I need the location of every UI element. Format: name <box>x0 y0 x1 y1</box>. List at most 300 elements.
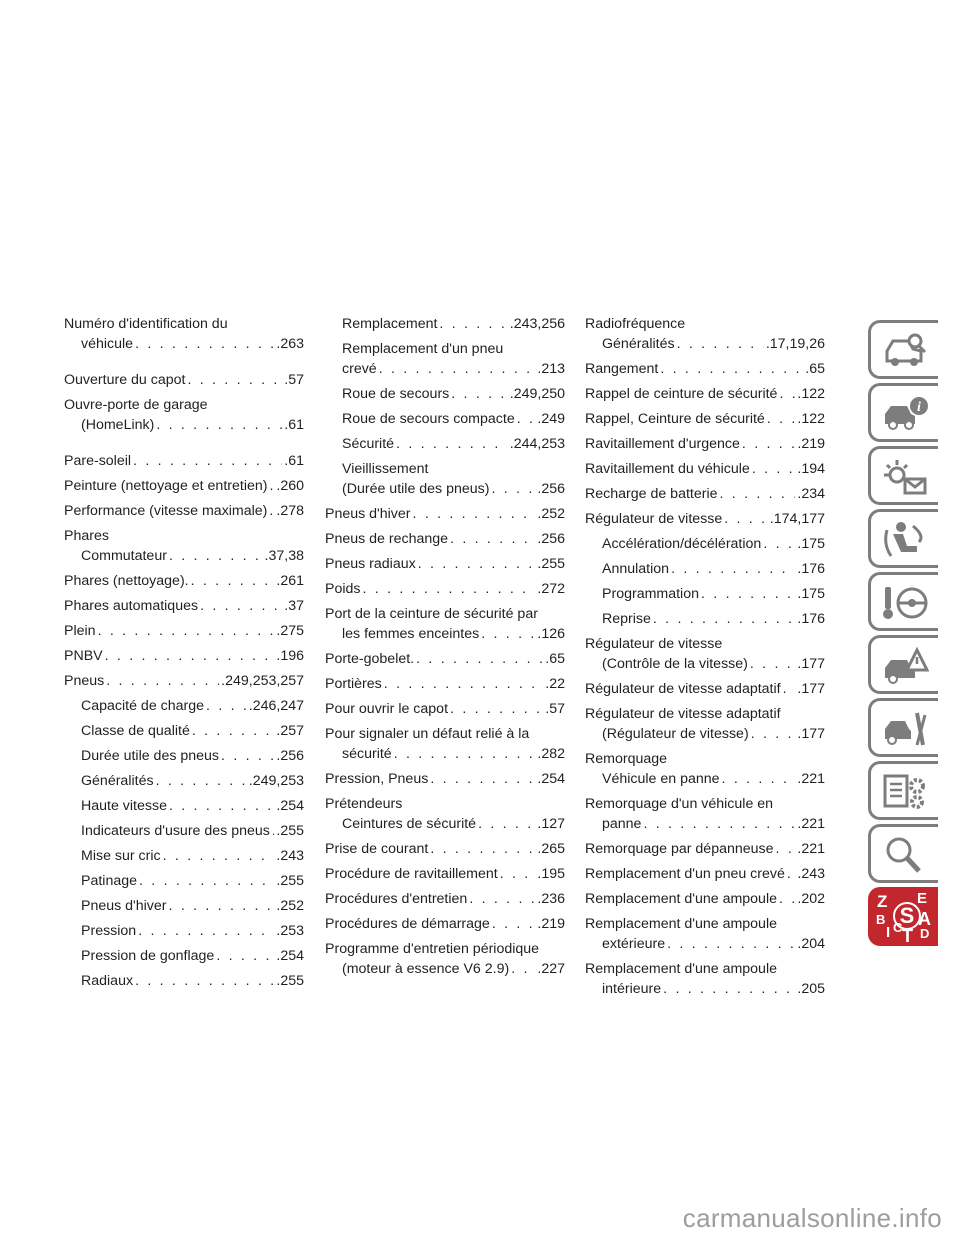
chapter-tabs <box>868 320 938 950</box>
page-number: .174,177 <box>769 511 825 527</box>
tab-knowing-vehicle[interactable] <box>868 320 938 379</box>
entry-label: PNBV <box>64 648 103 664</box>
page-number: .243,256 <box>509 316 565 332</box>
entry-label: Performance (vitesse maximale) <box>64 503 268 519</box>
entry-row <box>325 769 565 789</box>
page-number: .263 <box>276 336 304 352</box>
page-number: .261 <box>276 573 304 589</box>
index-entry <box>585 864 825 884</box>
index-entry <box>325 939 565 979</box>
index-entry <box>585 559 825 579</box>
page-number: .122 <box>797 411 825 427</box>
dot-leader <box>169 546 263 566</box>
index-entry <box>64 501 304 521</box>
entry-row <box>585 509 825 529</box>
index-entry <box>325 529 565 549</box>
entry-label: Remplacement d'une ampoule <box>585 891 777 907</box>
dot-leader <box>752 459 796 479</box>
entry-row <box>585 814 825 834</box>
page-number: .221 <box>797 816 825 832</box>
entry-label: Peinture (nettoyage et entretien) <box>64 478 268 494</box>
index-entry <box>325 674 565 694</box>
index-entry <box>325 794 565 834</box>
entry-row <box>64 501 304 521</box>
page-number: .249,250 <box>509 386 565 402</box>
dot-leader <box>517 409 536 429</box>
index-column-2 <box>325 314 565 984</box>
page-number: .256 <box>276 748 304 764</box>
dot-leader <box>653 609 795 629</box>
index-entry <box>585 679 825 699</box>
dot-leader <box>169 796 274 816</box>
entry-label: Reprise <box>602 611 651 627</box>
magnifier-icon <box>881 835 929 875</box>
entry-label: Régulateur de vitesse adaptatif <box>585 681 781 697</box>
index-entry <box>325 314 565 334</box>
page-number: .234 <box>797 486 825 502</box>
entry-row <box>585 609 825 629</box>
dot-leader <box>469 889 535 909</box>
entry-heading: Remorquage d'un véhicule en <box>585 796 774 812</box>
dot-leader <box>643 814 795 834</box>
dot-leader <box>763 534 795 554</box>
entry-row <box>325 624 565 644</box>
entry-heading: Pour signaler un défaut relié à la <box>325 726 530 742</box>
entry-row <box>325 359 565 379</box>
entry-label: Pression, Pneus <box>325 771 429 787</box>
page-number: .177 <box>797 726 825 742</box>
entry-label: Capacité de charge <box>81 698 205 714</box>
page-number: .61 <box>284 417 304 433</box>
entry-label: véhicule <box>81 336 134 352</box>
entry-row <box>325 434 565 454</box>
entry-label: Pour ouvrir le capot <box>325 701 449 717</box>
page-number: .256 <box>537 481 565 497</box>
entry-label: Porte-gobelet. <box>325 651 415 667</box>
entry-label: Ouverture du capot <box>64 372 186 388</box>
index-entry <box>325 699 565 719</box>
entry-label: Portières <box>325 676 382 692</box>
dot-leader <box>500 864 536 884</box>
dot-leader <box>135 334 274 354</box>
page-number: .243 <box>797 866 825 882</box>
dot-leader <box>418 554 536 574</box>
entry-row <box>325 649 565 669</box>
dot-leader <box>192 721 275 741</box>
entry-label: Patinage <box>81 873 138 889</box>
index-entry <box>64 796 304 816</box>
index-column-3 <box>585 314 825 1004</box>
entry-label: Programmation <box>602 586 699 602</box>
entry-row <box>64 746 304 766</box>
entry-label: Rangement <box>585 361 659 377</box>
page-number: .282 <box>537 746 565 762</box>
index-entry <box>325 839 565 859</box>
page-number: .205 <box>797 981 825 997</box>
entry-row <box>325 744 565 764</box>
dot-leader <box>384 674 543 694</box>
entry-row <box>64 721 304 741</box>
watermark: carmanualsonline.info <box>682 1203 942 1233</box>
dot-leader <box>751 724 796 744</box>
entry-row <box>325 839 565 859</box>
entry-label: Généralités <box>602 336 675 352</box>
page-number: .243 <box>276 848 304 864</box>
index-entry <box>64 771 304 791</box>
index-entry <box>585 534 825 554</box>
entry-label: Sécurité <box>342 436 395 452</box>
dot-leader <box>430 839 535 859</box>
dot-leader <box>667 934 795 954</box>
entry-label: Remplacement d'un pneu crevé <box>585 866 785 882</box>
index-letter-e: E <box>917 890 928 907</box>
dot-leader <box>451 384 508 404</box>
entry-label: Pression de gonflage <box>81 948 215 964</box>
entry-label: (Durée utile des pneus) <box>342 481 490 497</box>
index-entry <box>64 971 304 991</box>
index-letter-s: S <box>893 902 921 930</box>
page-number: .202 <box>797 891 825 907</box>
entry-label: Véhicule en panne <box>602 771 720 787</box>
index-entry <box>64 946 304 966</box>
index-entry <box>64 526 304 566</box>
entry-row <box>64 921 304 941</box>
entry-row <box>64 646 304 666</box>
page-number: .177 <box>797 681 825 697</box>
page-number: .57 <box>284 372 304 388</box>
page-number: .219 <box>537 916 565 932</box>
index-entry <box>64 921 304 941</box>
dot-leader <box>491 479 535 499</box>
page-number: .221 <box>797 841 825 857</box>
index-entry <box>325 914 565 934</box>
index-letter-d: D <box>920 926 930 941</box>
page-number: .249 <box>537 411 565 427</box>
dot-leader <box>105 646 275 666</box>
dot-leader <box>663 979 795 999</box>
entry-row <box>585 934 825 954</box>
entry-label: Recharge de batterie <box>585 486 718 502</box>
dot-leader <box>133 451 282 471</box>
page-number: .252 <box>276 898 304 914</box>
entry-row <box>585 979 825 999</box>
page-number: .176 <box>797 561 825 577</box>
index-entry <box>64 451 304 471</box>
dot-leader <box>206 696 247 716</box>
index-entry <box>325 339 565 379</box>
page-number: .272 <box>537 581 565 597</box>
dot-leader <box>660 359 803 379</box>
index-entry <box>585 839 825 859</box>
dot-leader <box>416 649 543 669</box>
entry-row <box>325 384 565 404</box>
page-number: .126 <box>537 626 565 642</box>
dot-leader <box>379 359 536 379</box>
page-number: .65 <box>545 651 565 667</box>
page-number: .61 <box>284 453 304 469</box>
entry-label: Remorquage par dépanneuse <box>585 841 774 857</box>
page-number: .37 <box>284 598 304 614</box>
page-number: .249,253,257 <box>221 673 304 689</box>
alphabetical-index-icon <box>875 892 935 944</box>
page-number: .236 <box>537 891 565 907</box>
entry-row <box>585 434 825 454</box>
entry-label: Classe de qualité <box>81 723 190 739</box>
page-number: .221 <box>797 771 825 787</box>
page-number: .254 <box>537 771 565 787</box>
tab-warning-lights[interactable] <box>868 446 938 505</box>
entry-row <box>585 889 825 909</box>
tab-starting-driving[interactable] <box>868 572 938 631</box>
page-number: .265 <box>537 841 565 857</box>
car-emergency-warning-icon <box>881 646 929 686</box>
entry-label: Généralités <box>81 773 154 789</box>
entry-row <box>325 409 565 429</box>
index-entry <box>64 696 304 716</box>
entry-row <box>585 409 825 429</box>
entry-row <box>325 959 565 979</box>
dot-leader <box>139 871 274 891</box>
index-entry <box>325 604 565 644</box>
dot-leader <box>677 334 764 354</box>
specifications-gears-icon <box>881 772 929 812</box>
key-steering-wheel-icon <box>881 583 929 623</box>
entry-label: Ravitaillement d'urgence <box>585 436 740 452</box>
entry-heading: Programme d'entretien périodique <box>325 941 540 957</box>
page-number: .257 <box>276 723 304 739</box>
index-entry <box>585 889 825 909</box>
dot-leader <box>269 476 274 496</box>
page-number: .246,247 <box>248 698 304 714</box>
index-entry <box>64 871 304 891</box>
entry-heading: Prétendeurs <box>325 796 403 812</box>
entry-label: Ravitaillement du véhicule <box>585 461 750 477</box>
index-entry <box>585 704 825 744</box>
page-number: .255 <box>276 973 304 989</box>
entry-heading: Remplacement d'une ampoule <box>585 961 777 977</box>
entry-label: Pneus de rechange <box>325 531 449 547</box>
entry-label: Poids <box>325 581 361 597</box>
entry-label: (Régulateur de vitesse) <box>602 726 749 742</box>
dot-leader <box>106 671 219 691</box>
warning-light-message-icon <box>881 457 929 497</box>
index-entry <box>64 476 304 496</box>
index-entry <box>325 579 565 599</box>
entry-label: Phares (nettoyage). <box>64 573 189 589</box>
entry-row <box>585 864 825 884</box>
page-number: .244,253 <box>509 436 565 452</box>
page-number: .175 <box>797 536 825 552</box>
page-number: .176 <box>797 611 825 627</box>
entry-row <box>325 914 565 934</box>
entry-label: Annulation <box>602 561 670 577</box>
entry-label: Pare-soleil <box>64 453 132 469</box>
entry-label: intérieure <box>602 981 662 997</box>
entry-row <box>64 796 304 816</box>
page-number: .278 <box>276 503 304 519</box>
index-entry <box>64 596 304 616</box>
dot-leader <box>492 914 536 934</box>
page-number: .204 <box>797 936 825 952</box>
page-number: .255 <box>276 873 304 889</box>
tab-index[interactable] <box>868 887 938 946</box>
entry-row <box>325 554 565 574</box>
dot-leader <box>363 579 536 599</box>
entry-label: (HomeLink) <box>81 417 155 433</box>
entry-label: Radiaux <box>81 973 134 989</box>
dot-leader <box>272 821 275 841</box>
entry-label: Procédures d'entretien <box>325 891 468 907</box>
page-number: .260 <box>276 478 304 494</box>
car-maintenance-tools-icon <box>881 709 929 749</box>
entry-row <box>585 359 825 379</box>
entry-row <box>325 674 565 694</box>
index-entry <box>325 459 565 499</box>
page-number: .177 <box>797 656 825 672</box>
index-entry <box>64 846 304 866</box>
page-number: .22 <box>545 676 565 692</box>
entry-row <box>325 314 565 334</box>
entry-heading: Remplacement d'une ampoule <box>585 916 777 932</box>
index-entry <box>325 889 565 909</box>
entry-row <box>64 671 304 691</box>
page-number: .255 <box>537 556 565 572</box>
entry-row <box>64 546 304 566</box>
tab-technical-specs[interactable] <box>868 761 938 820</box>
index-entry <box>585 434 825 454</box>
entry-row <box>64 476 304 496</box>
entry-row <box>585 384 825 404</box>
index-entry <box>325 409 565 429</box>
entry-label: Pneus d'hiver <box>325 506 411 522</box>
seated-passenger-airbag-icon <box>881 520 929 560</box>
index-entry <box>64 646 304 666</box>
entry-row <box>64 596 304 616</box>
index-entry <box>64 395 304 435</box>
entry-label: Rappel, Ceinture de sécurité <box>585 411 765 427</box>
entry-row <box>325 479 565 499</box>
index-entry <box>64 314 304 354</box>
entry-row <box>64 896 304 916</box>
page-number: .194 <box>797 461 825 477</box>
entry-label: (Contrôle de la vitesse) <box>602 656 748 672</box>
entry-row <box>585 839 825 859</box>
index-entry <box>585 359 825 379</box>
index-entry <box>585 484 825 504</box>
entry-label: Prise de courant <box>325 841 429 857</box>
entry-label: (moteur à essence V6 2.9) <box>342 961 510 977</box>
entry-row <box>585 534 825 554</box>
entry-label: crevé <box>342 361 377 377</box>
dot-leader <box>191 571 275 591</box>
entry-label: Régulateur de vitesse <box>585 511 723 527</box>
index-letter-t: T <box>902 926 913 946</box>
page-number: .275 <box>276 623 304 639</box>
page-number: .57 <box>545 701 565 717</box>
index-entry <box>585 384 825 404</box>
index-entry <box>325 769 565 789</box>
index-entry <box>64 671 304 691</box>
tab-servicing[interactable] <box>868 698 938 757</box>
entry-row <box>64 946 304 966</box>
dot-leader <box>98 621 275 641</box>
tab-safety[interactable] <box>868 509 938 568</box>
entry-heading: Phares <box>64 528 109 544</box>
dot-leader <box>413 504 536 524</box>
entry-label: Roue de secours <box>342 386 450 402</box>
entry-label: Plein <box>64 623 96 639</box>
entry-row <box>585 679 825 699</box>
index-entry <box>585 609 825 629</box>
index-entry <box>585 584 825 604</box>
entry-label: Roue de secours compacte <box>342 411 515 427</box>
entry-label: extérieure <box>602 936 666 952</box>
dot-leader <box>450 529 535 549</box>
dot-leader <box>187 370 282 390</box>
page-number: .254 <box>276 798 304 814</box>
dot-leader <box>779 384 795 404</box>
dot-leader <box>135 971 274 991</box>
entry-row <box>585 654 825 674</box>
tab-emergency[interactable] <box>868 635 938 694</box>
dot-leader <box>511 959 535 979</box>
entry-label: Pneus d'hiver <box>81 898 167 914</box>
entry-label: les femmes enceintes <box>342 626 480 642</box>
page-number: .213 <box>537 361 565 377</box>
dot-leader <box>701 584 795 604</box>
entry-row <box>325 504 565 524</box>
entry-row <box>64 696 304 716</box>
dot-leader <box>430 769 535 789</box>
dot-leader <box>776 839 796 859</box>
entry-heading: Ouvre-porte de garage <box>64 397 208 413</box>
dot-leader <box>722 769 796 789</box>
entry-label: Haute vitesse <box>81 798 167 814</box>
page-number: .252 <box>537 506 565 522</box>
entry-row <box>64 846 304 866</box>
dot-leader <box>724 509 768 529</box>
entry-label: Pneus radiaux <box>325 556 416 572</box>
dot-leader <box>720 484 796 504</box>
entry-row <box>585 334 825 354</box>
index-entry <box>585 914 825 954</box>
index-entry <box>585 314 825 354</box>
entry-label: Durée utile des pneus <box>81 748 220 764</box>
entry-row <box>64 571 304 591</box>
index-entry <box>585 959 825 999</box>
entry-row <box>325 529 565 549</box>
index-letter-b: B <box>876 912 886 927</box>
entry-label: Remplacement <box>342 316 438 332</box>
entry-row <box>325 864 565 884</box>
page-number: .219 <box>797 436 825 452</box>
tab-dashboard[interactable] <box>868 383 938 442</box>
index-entry <box>64 370 304 390</box>
entry-row <box>64 871 304 891</box>
entry-row <box>64 821 304 841</box>
entry-row <box>325 889 565 909</box>
svg-text:i: i <box>917 400 921 415</box>
dot-leader <box>787 864 796 884</box>
entry-heading: Régulateur de vitesse adaptatif <box>585 706 781 722</box>
dot-leader <box>156 771 247 791</box>
entry-label: Accélération/décélération <box>602 536 762 552</box>
index-entry <box>325 864 565 884</box>
entry-label: Procédures de démarrage <box>325 916 490 932</box>
index-entry <box>64 571 304 591</box>
tab-search[interactable] <box>868 824 938 883</box>
index-letter-a: A <box>918 909 931 929</box>
